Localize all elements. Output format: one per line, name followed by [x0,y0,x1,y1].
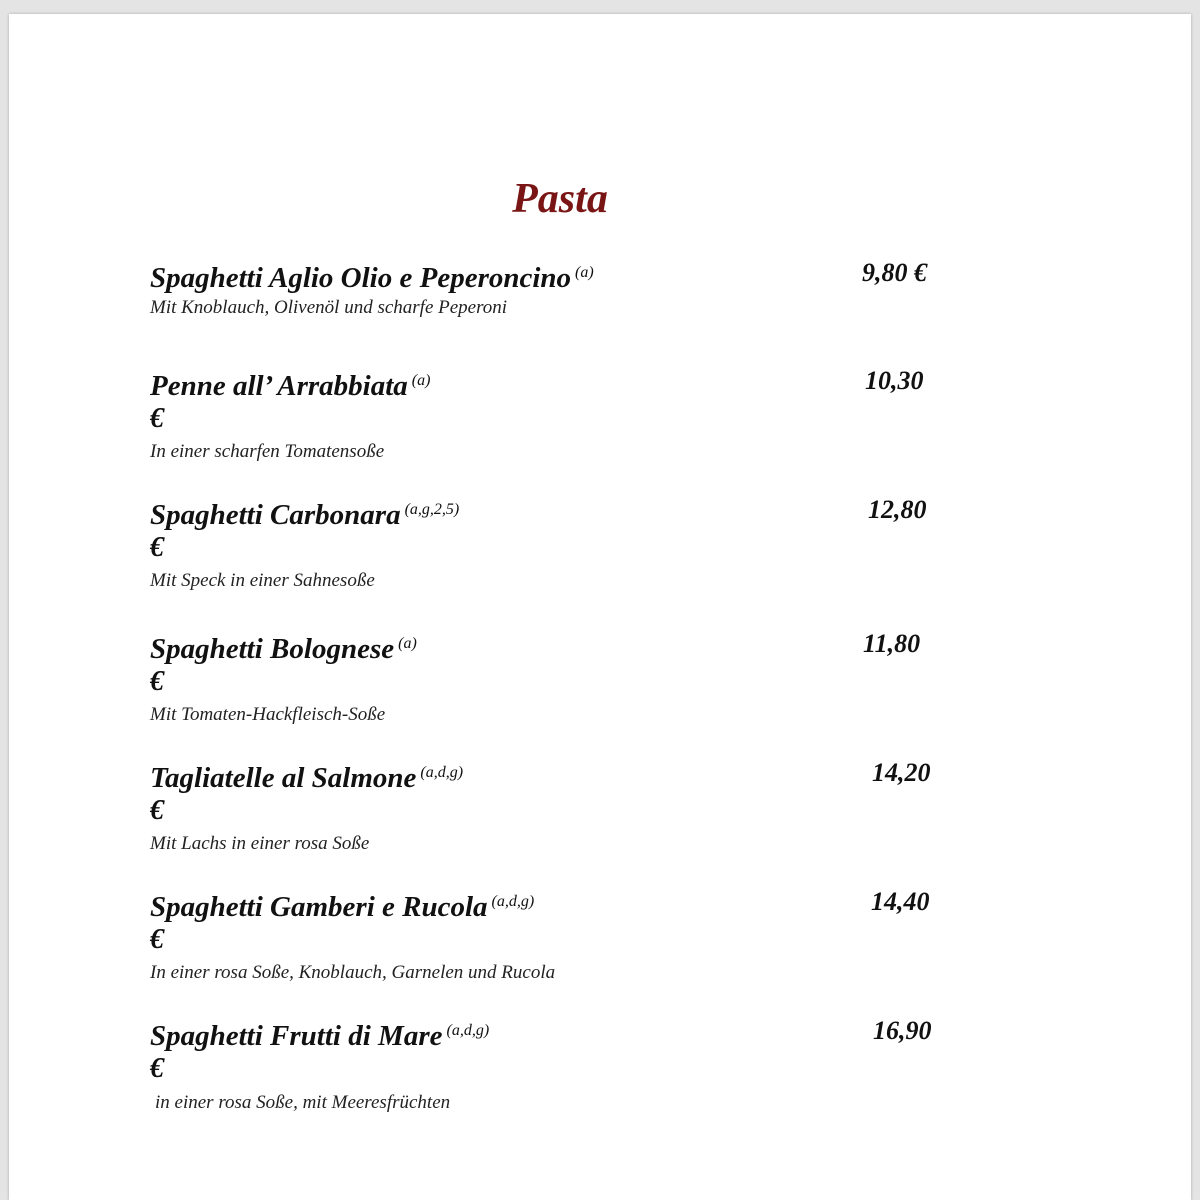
menu-item-name: Spaghetti Gamberi e Rucola [150,891,488,923]
menu-item-description: Mit Tomaten-Hackfleisch-Soße [150,704,386,725]
menu-item-name: Spaghetti Bolognese [150,633,395,665]
menu-item-price: 14,20 [872,758,931,787]
menu-item-price: 12,80 [868,495,927,524]
menu-item-euro: € [150,795,164,826]
menu-item-name: Spaghetti Frutti di Mare [150,1020,443,1052]
menu-item-allergens: (a,d,g) [491,893,535,910]
menu-item-description: Mit Lachs in einer rosa Soße [150,833,370,854]
menu-title: Pasta [512,176,608,222]
menu-item-price: 14,40 [871,887,930,916]
menu-item-name: Tagliatelle al Salmone [150,762,417,794]
menu-item-name: Penne all’ Arrabbiata [150,370,408,402]
menu-item-heading [150,885,534,924]
menu-item-description: Mit Knoblauch, Olivenöl und scharfe Peperoni [150,297,508,318]
menu-item-heading [150,1014,489,1053]
menu-item-description: In einer scharfen Tomatensoße [150,441,385,462]
menu-item-heading [150,627,417,666]
menu-item-euro: € [150,403,164,434]
menu-item-allergens: (a) [575,264,594,281]
menu-item-price: 9,80 € [862,258,927,287]
menu-item-description: Mit Speck in einer Sahnesoße [150,570,375,591]
menu-item-allergens: (a,d,g) [446,1022,490,1039]
menu-item-euro: € [150,532,164,563]
menu-item-heading [150,493,459,532]
menu-item-allergens: (a,g,2,5) [404,501,460,518]
menu-item-description: In einer rosa Soße, Knoblauch, Garnelen und Rucola [150,962,556,983]
menu-page [9,14,1191,1200]
menu-item-name: Spaghetti Carbonara [150,499,401,531]
menu-item-allergens: (a,d,g) [420,764,464,781]
menu-item-allergens: (a) [398,635,417,652]
menu-item-heading [150,364,430,403]
menu-item-price: 16,90 [873,1016,932,1045]
menu-item-euro: € [150,666,164,697]
menu-item-heading [150,756,463,795]
menu-item-price: 10,30 [865,366,924,395]
menu-item-allergens: (a) [411,372,431,389]
menu-item-euro: € [150,1053,164,1084]
menu-item-description: in einer rosa Soße, mit Meeresfrüchten [155,1092,451,1113]
menu-item-price: 11,80 [863,629,921,658]
menu-item-heading [150,256,594,295]
menu-item-name: Spaghetti Aglio Olio e Peperoncino [150,262,572,294]
menu-item-euro: € [150,924,164,955]
